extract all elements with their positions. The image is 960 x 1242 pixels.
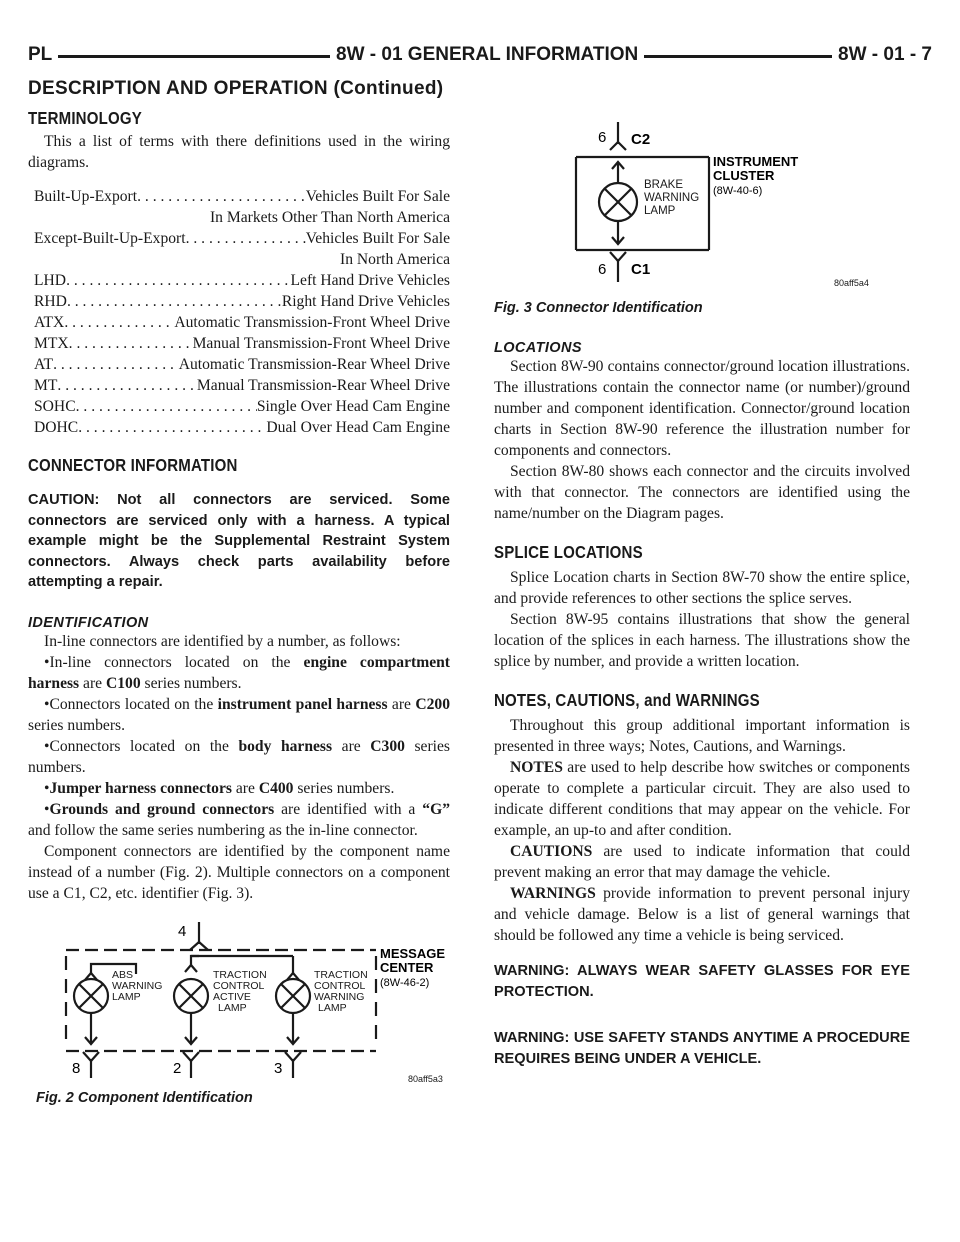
figure-id: 80aff5a4 bbox=[834, 278, 869, 288]
term-row: RHD . . . Right Hand Drive Vehicles bbox=[34, 291, 450, 312]
term-row: DOHC . . . Dual Over Head Cam Engine bbox=[34, 417, 450, 438]
connector-number: 6 bbox=[598, 129, 607, 146]
term-row: MT . . . Manual Transmission-Rear Wheel Drive bbox=[34, 375, 450, 396]
notes-paragraph: NOTES are used to help describe how switches or components operate to complete a particular circuit. They are also used to indicate different conditions that may appear on the vehicle. For example, an up-to and after condition. bbox=[494, 759, 910, 839]
term-row: MTX . . . Manual Transmission-Front Wheel Drive bbox=[34, 333, 450, 354]
bullet-body-harness: •Connectors located on the body harness are C300 series numbers. bbox=[28, 737, 450, 776]
term-row: SOHC . . . Single Over Head Cam Engine bbox=[34, 396, 450, 417]
svg-text:BRAKE: BRAKE bbox=[644, 179, 683, 191]
component-title: INSTRUMENT bbox=[713, 154, 799, 169]
header-center: 8W - 01 GENERAL INFORMATION bbox=[330, 44, 644, 66]
caution-text: CAUTION: Not all connectors are serviced. Some connectors are serviced only with a harness. A typical example might be the Supplemental Restraint System connectors. Always check parts availability before attempting a repair. bbox=[28, 492, 450, 590]
connector-c2: C2 bbox=[631, 131, 651, 148]
header-page-number: 8W - 01 - 7 bbox=[832, 44, 932, 66]
terminology-heading: TERMINOLOGY bbox=[28, 108, 142, 128]
bullet-engine-harness: •In-line connectors located on the engine compartment harness are C100 series numbers. bbox=[28, 653, 450, 692]
fig2-caption: Fig. 2 Component Identification bbox=[36, 1089, 253, 1106]
svg-text:LAMP: LAMP bbox=[644, 205, 676, 217]
svg-text:CENTER: CENTER bbox=[380, 959, 434, 975]
svg-text:TRACTION: TRACTION bbox=[213, 968, 267, 981]
svg-text:TRACTION: TRACTION bbox=[314, 968, 368, 981]
term-row: AT . . . Automatic Transmission-Rear Wheel Drive bbox=[34, 354, 450, 375]
term-row: Except-Built-Up-Export . . . Vehicles Built For Sale bbox=[34, 228, 450, 249]
locations-p2: Section 8W-80 shows each connector and the circuits involved with that connector. The connectors are identified using the name/number on the Diagram pages. bbox=[494, 463, 910, 522]
svg-text:WARNING: WARNING bbox=[112, 979, 163, 992]
splice-p2: Section 8W-95 contains illustrations that show the general location of the splices in each harness. The illustrations show the splice by number, and provide a written location. bbox=[494, 611, 910, 670]
svg-text:WARNING: WARNING bbox=[314, 990, 365, 1003]
identification-paragraph: Component connectors are identified by the component name instead of a number (Fig. 2). Multiple connectors on a component use a C1, C2, etc. identifier (Fig. 3). bbox=[28, 842, 450, 902]
section-reference: (8W-40-6) bbox=[713, 185, 763, 197]
connector-number: 3 bbox=[274, 1059, 283, 1077]
header-left: PL bbox=[28, 44, 58, 66]
right-column bbox=[494, 108, 910, 1069]
figure-id: 80aff5a3 bbox=[408, 1073, 443, 1084]
connector-number: 6 bbox=[598, 261, 607, 278]
fig2-component-identification bbox=[28, 918, 450, 1108]
term-continuation: In Markets Other Than North America bbox=[209, 209, 450, 226]
svg-text:ACTIVE: ACTIVE bbox=[213, 990, 251, 1003]
svg-text:WARNING: WARNING bbox=[644, 192, 700, 204]
bullet-grounds: •Grounds and ground connectors are identified with a “G” and follow the same series numbering as the in-line connector. bbox=[28, 800, 450, 839]
splice-heading: SPLICE LOCATIONS bbox=[494, 542, 643, 562]
term-row: Built-Up-Export . . . Vehicles Built For Sale bbox=[34, 186, 450, 207]
svg-text:CLUSTER: CLUSTER bbox=[713, 168, 775, 183]
bullet-jumper-harness: •Jumper harness connectors are C400 series numbers. bbox=[44, 779, 395, 797]
section-title: DESCRIPTION AND OPERATION (Continued) bbox=[28, 78, 444, 99]
terminology-intro: This a list of terms with there definitions used in the wiring diagrams. bbox=[28, 133, 450, 171]
section-reference: (8W-46-2) bbox=[380, 976, 430, 989]
svg-text:LAMP: LAMP bbox=[318, 1001, 347, 1014]
connector-c1: C1 bbox=[631, 261, 651, 278]
left-column bbox=[28, 108, 450, 1108]
connector-number: 8 bbox=[72, 1059, 81, 1077]
term-row: LHD . . . Left Hand Drive Vehicles bbox=[34, 270, 450, 291]
term-continuation: In North America bbox=[340, 251, 450, 268]
identification-intro: In-line connectors are identified by a number, as follows: bbox=[44, 632, 401, 650]
warning-safety-glasses: WARNING: ALWAYS WEAR SAFETY GLASSES FOR EYE PROTECTION. bbox=[494, 963, 910, 1000]
svg-text:CONTROL: CONTROL bbox=[213, 979, 265, 992]
warning-safety-stands: WARNING: USE SAFETY STANDS ANYTIME A PROCEDURE REQUIRES BEING UNDER A VEHICLE. bbox=[494, 1030, 910, 1067]
component-title: MESSAGE bbox=[380, 945, 446, 961]
locations-p1: Section 8W-90 contains connector/ground location illustrations. The illustrations contain the connector name (or number)/ground number and component identification. Connector/ground location charts in Section 8W-90 reference the illustration number for components and connectors. bbox=[494, 358, 910, 459]
svg-text:LAMP: LAMP bbox=[112, 990, 141, 1003]
page-header bbox=[28, 44, 932, 72]
warnings-paragraph: WARNINGS provide information to prevent personal injury and vehicle damage. Below is a list of general warnings that should be followed any time a vehicle is being serviced. bbox=[494, 885, 910, 944]
connector-info-heading: CONNECTOR INFORMATION bbox=[28, 455, 238, 475]
connector-number: 2 bbox=[173, 1059, 182, 1077]
terminology-list bbox=[28, 186, 450, 438]
notes-heading: NOTES, CAUTIONS, and WARNINGS bbox=[494, 690, 760, 710]
connector-number: 4 bbox=[178, 922, 187, 940]
message-center-diagram bbox=[28, 918, 450, 1083]
notes-intro: Throughout this group additional important information is presented in three ways; Notes, Cautions, and Warnings. bbox=[494, 717, 910, 755]
svg-text:CONTROL: CONTROL bbox=[314, 979, 366, 992]
svg-text:LAMP: LAMP bbox=[218, 1001, 247, 1014]
locations-heading: LOCATIONS bbox=[494, 340, 582, 356]
splice-p1: Splice Location charts in Section 8W-70 show the entire splice, and provide references to other sections the splice serves. bbox=[494, 569, 910, 607]
bullet-instrument-panel-harness: •Connectors located on the instrument panel harness are C200 series numbers. bbox=[28, 695, 450, 734]
fig3-caption: Fig. 3 Connector Identification bbox=[494, 300, 703, 316]
cautions-paragraph: CAUTIONS are used to indicate information that could prevent making an error that may damage the vehicle. bbox=[494, 843, 910, 881]
svg-text:ABS: ABS bbox=[112, 968, 134, 981]
fig3-connector-identification bbox=[494, 122, 910, 332]
identification-heading: IDENTIFICATION bbox=[28, 614, 149, 631]
term-row: ATX . . . Automatic Transmission-Front Wheel Drive bbox=[34, 312, 450, 333]
